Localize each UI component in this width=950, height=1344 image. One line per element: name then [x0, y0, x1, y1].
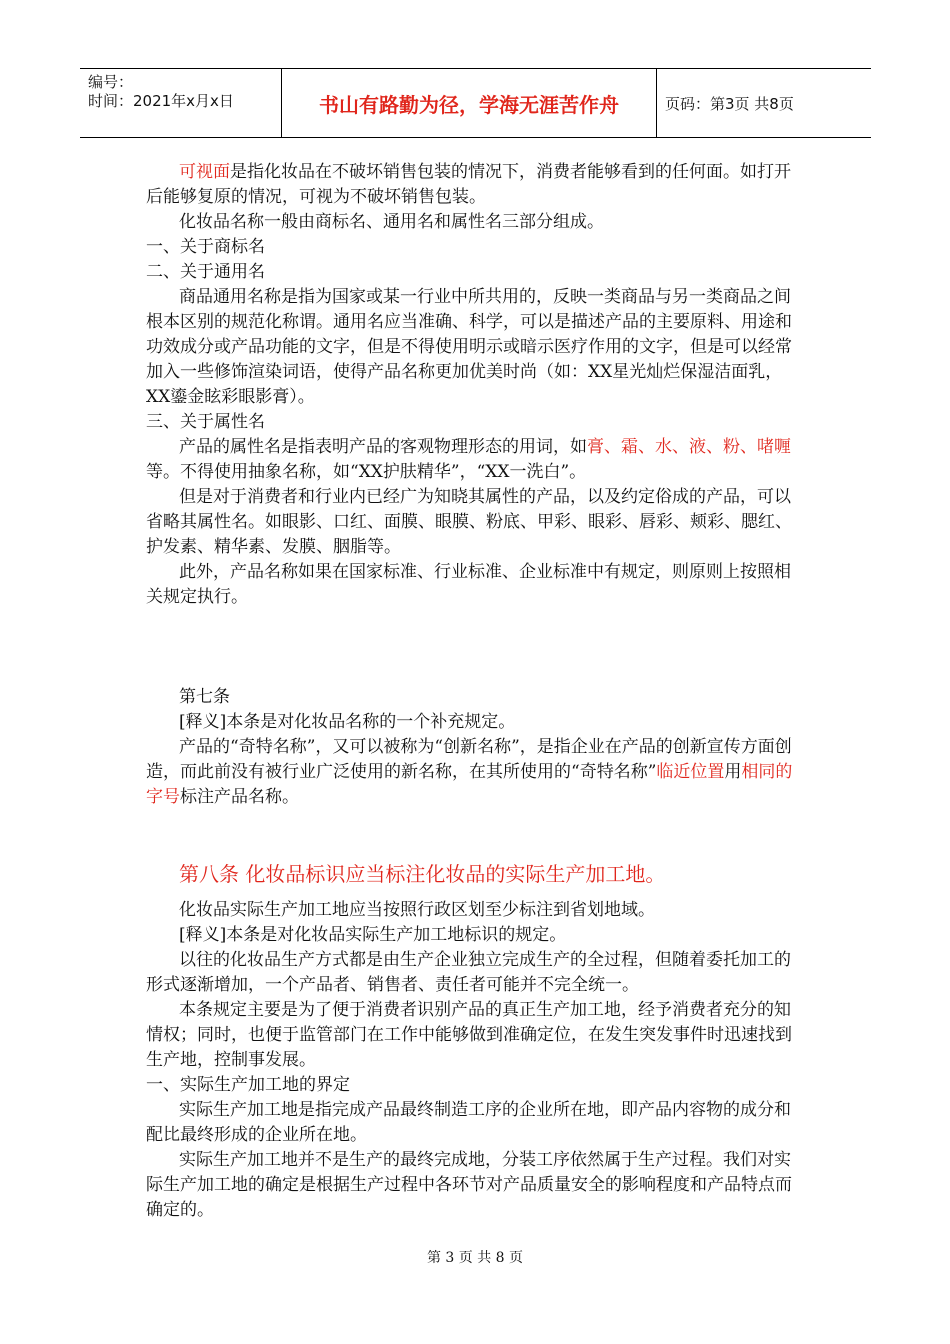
attribute-paragraph-2: 但是对于消费者和行业内已经广为知晓其属性的产品，以及约定俗成的产品，可以省略其属性名。如眼影、口红、面膜、眼膜、粉底、甲彩、眼彩、唇彩、颊彩、腮红、护发素、精华素、发膜、胭脂等。	[146, 487, 792, 557]
visible-surface-paragraph	[146, 160, 806, 210]
article-7-title: 第七条	[179, 687, 230, 707]
header-page-label: 页码：第3页 共8页	[665, 94, 794, 113]
header-meta	[80, 69, 282, 137]
article-7-highlight-2: 相同的字号	[146, 762, 793, 807]
page-footer: 第 3 页 共 8 页	[426, 1250, 524, 1266]
generic-name-paragraph: 商品通用名称是指为国家或某一行业中所共用的，反映一类商品与另一类商品之间根本区别的规范化称谓。通用名应当准确、科学，可以是描述产品的主要原料、用途和功效成分或产品功能的文字，但是不得使用明示或暗示医疗作用的文字，但是可以经常加入一些修饰渲染词语，使得产品名称更加优美时尚（如：XX星光灿烂保湿洁面乳，XX鎏金眩彩眼影膏）。	[146, 287, 792, 407]
article-8-title: 第八条 化妆品标识应当标注化妆品的实际生产加工地。	[179, 862, 666, 886]
article-7-text-b: 用	[724, 762, 742, 782]
article-8-paragraph-1: 化妆品实际生产加工地应当按照行政区划至少标注到省划地域。	[179, 900, 655, 920]
section-trademark-heading: 一、关于商标名	[146, 237, 265, 257]
attribute-text-b: 等。不得使用抽象名称，如“XX护肤精华”，“XX一洗白”。	[146, 462, 587, 482]
article-8-paragraph-4: 实际生产加工地是指完成产品最终制造工序的企业所在地，即产品内容物的成分和配比最终形成的企业所在地。	[146, 1100, 791, 1145]
article-8-interpretation: [释义]本条是对化妆品实际生产加工地标识的规定。	[179, 925, 567, 945]
document-body	[146, 160, 806, 1223]
attribute-text-a: 产品的属性名是指表明产品的客观物理形态的用词，如	[179, 437, 587, 457]
article-7-highlight-1: 临近位置	[656, 762, 725, 782]
attribute-paragraph-3: 此外，产品名称如果在国家标准、行业标准、企业标准中有规定，则原则上按照相关规定执行。	[146, 562, 791, 607]
article-7-paragraph	[146, 735, 806, 810]
name-composition-paragraph: 化妆品名称一般由商标名、通用名和属性名三部分组成。	[179, 212, 604, 232]
section-attribute-heading: 三、关于属性名	[146, 412, 265, 432]
attribute-paragraph-1	[146, 435, 806, 485]
doc-number-label: 编号：	[88, 73, 134, 91]
article-7-text-c: 标注产品名称。	[180, 787, 299, 807]
visible-surface-text: 是指化妆品在不破坏销售包装的情况下，消费者能够看到的任何面。如打开后能够复原的情况，可视为不破坏销售包装。	[146, 162, 791, 207]
visible-surface-term: 可视面	[179, 162, 230, 182]
page-header	[80, 68, 871, 138]
article-8-paragraph-5: 实际生产加工地并不是生产的最终完成地，分装工序依然属于生产过程。我们对实际生产加工地的确定是根据生产过程中各环节对产品质量安全的影响程度和产品特点而确定的。	[146, 1150, 792, 1220]
article-8-paragraph-2: 以往的化妆品生产方式都是由生产企业独立完成生产的全过程，但随着委托加工的形式逐渐增加，一个产品者、销售者、责任者可能并不完全统一。	[146, 950, 791, 995]
section-generic-heading: 二、关于通用名	[146, 262, 265, 282]
attribute-highlight: 膏、霜、水、液、粉、啫喱	[587, 437, 791, 457]
article-7-interpretation: [释义]本条是对化妆品名称的一个补充规定。	[179, 712, 516, 732]
article-8-paragraph-3: 本条规定主要是为了便于消费者识别产品的真正生产加工地，经予消费者充分的知情权；同时，也便于监管部门在工作中能够做到准确定位，在发生突发事件时迅速找到生产地，控制事发展。	[146, 1000, 792, 1070]
header-motto: 书山有路勤为径，学海无涯苦作舟	[282, 69, 657, 137]
article-7-text-a: 产品的“奇特名称”，又可以被称为“创新名称”，是指企业在产品的创新宣传方面创造，而此前没有被行业广泛使用的新名称，在其所使用的“奇特名称”	[146, 737, 792, 782]
doc-date-label: 时间：2021年x月x日	[88, 92, 234, 110]
article-8-section-heading: 一、实际生产加工地的界定	[146, 1075, 350, 1095]
